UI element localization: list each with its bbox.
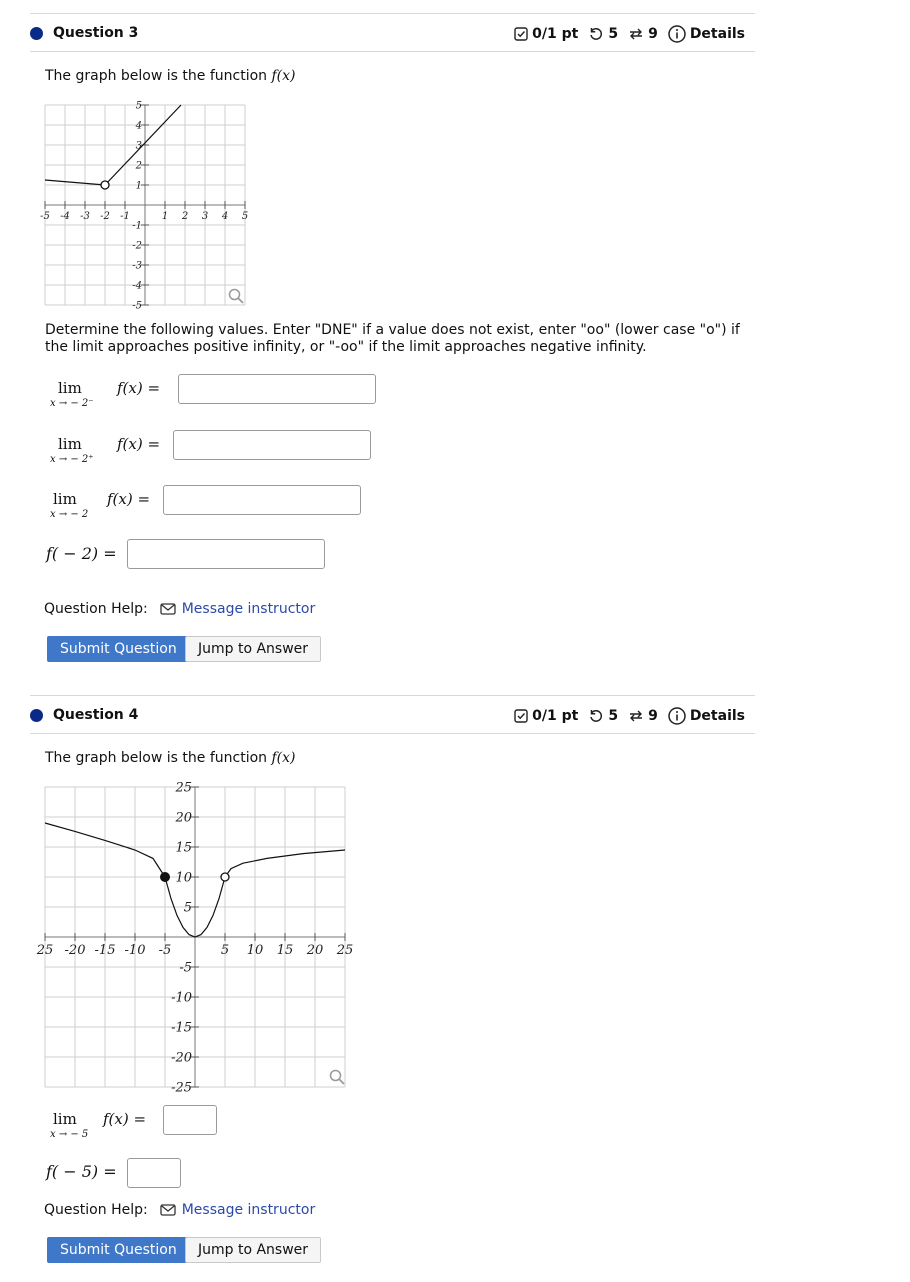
y-tick-label: -4 <box>132 280 142 292</box>
lim-function: f(x) = <box>103 1110 147 1128</box>
y-tick-label: 15 <box>175 840 192 856</box>
x-tick-label: 1 <box>161 211 169 222</box>
score-text: 0/1 pt <box>532 708 579 724</box>
y-tick-label: -10 <box>171 990 192 1006</box>
answer-input[interactable] <box>163 485 361 515</box>
score-check-icon <box>514 27 528 41</box>
divider <box>30 51 755 52</box>
x-tick-label: -5 <box>158 943 172 958</box>
y-tick-label: 5 <box>135 100 142 112</box>
question-meta <box>514 707 745 725</box>
lim-approach: x → − 2⁻ <box>50 398 94 409</box>
y-tick-label: 1 <box>135 180 142 192</box>
y-tick-label: -15 <box>171 1020 192 1036</box>
x-tick-label: 10 <box>246 943 264 958</box>
y-tick-label: -5 <box>179 960 192 976</box>
x-tick-label: 4 <box>221 211 229 222</box>
value-expression: f( − 5) = <box>46 1162 117 1181</box>
x-tick-label: -1 <box>120 211 130 222</box>
submit-question-button[interactable]: Submit Question <box>47 636 190 662</box>
divider <box>30 13 755 14</box>
y-tick-label: 4 <box>135 120 142 132</box>
lim-word: lim <box>58 379 82 397</box>
lim-function: f(x) = <box>117 435 161 453</box>
x-tick-label: -20 <box>64 943 86 958</box>
answer-input[interactable] <box>163 1105 217 1135</box>
open-point <box>101 181 109 189</box>
instructions-text: Determine the following values. Enter "DNE" if a value does not exist, enter "oo" (lower case "o") if the limit approaches positive infinity, or "-oo" if the limit approaches negative infinity. <box>45 322 740 355</box>
question-intro: The graph below is the function f(x) <box>45 68 296 84</box>
retries-count: 5 <box>608 26 619 42</box>
attempts-count: 9 <box>648 708 658 724</box>
lim-approach: x → − 2⁺ <box>50 454 94 465</box>
value-expression: f( − 2) = <box>46 544 117 563</box>
y-tick-label: 2 <box>135 160 142 172</box>
x-tick-label: 5 <box>220 943 230 958</box>
mail-icon <box>160 603 176 615</box>
open-point <box>221 873 229 881</box>
y-tick-label: 10 <box>175 870 192 886</box>
lim-function: f(x) = <box>117 379 161 397</box>
info-icon[interactable] <box>668 25 686 43</box>
x-tick-label: -15 <box>94 943 116 958</box>
y-tick-label: 20 <box>175 810 192 826</box>
submit-question-button[interactable]: Submit Question <box>47 1237 190 1263</box>
series-line <box>45 180 105 185</box>
attempts-icon <box>628 708 644 724</box>
x-tick-label: 25 <box>36 943 54 958</box>
question-title: Question 4 <box>30 707 138 723</box>
x-tick-label: -5 <box>40 211 50 222</box>
lim-approach: x → − 5 <box>50 1129 89 1140</box>
score-text: 0/1 pt <box>532 26 579 42</box>
message-instructor-link[interactable]: Message instructor <box>181 601 316 617</box>
x-tick-label: -2 <box>100 211 110 222</box>
x-tick-label: 25 <box>336 943 354 958</box>
divider <box>30 733 755 734</box>
y-tick-label: -5 <box>132 300 142 312</box>
x-tick-label: 3 <box>201 211 209 222</box>
status-dot-icon <box>30 709 43 722</box>
y-tick-label: -2 <box>132 240 142 252</box>
function-label: f(x) <box>271 750 296 766</box>
zoom-icon[interactable] <box>227 287 245 305</box>
x-tick-label: 15 <box>276 943 294 958</box>
question-title: Question 3 <box>30 25 138 41</box>
attempts-count: 9 <box>648 26 658 42</box>
status-dot-icon <box>30 27 43 40</box>
x-tick-label: 20 <box>306 943 324 958</box>
y-tick-label: -25 <box>171 1080 192 1096</box>
x-tick-label: 5 <box>241 211 249 222</box>
question-meta <box>514 25 745 43</box>
y-tick-label: -1 <box>132 220 142 232</box>
q3-graph <box>40 100 250 310</box>
jump-to-answer-button[interactable]: Jump to Answer <box>185 636 321 662</box>
details-link[interactable]: Details <box>689 26 745 42</box>
lim-word: lim <box>58 435 82 453</box>
y-tick-label: 5 <box>183 900 192 916</box>
retry-icon <box>588 26 604 42</box>
lim-approach: x → − 2 <box>50 509 89 520</box>
mail-icon <box>160 1204 176 1216</box>
y-tick-label: -3 <box>132 260 142 272</box>
retries-count: 5 <box>608 708 619 724</box>
retry-icon <box>588 708 604 724</box>
x-tick-label: -4 <box>60 211 70 222</box>
y-tick-label: 3 <box>135 140 142 152</box>
score-check-icon <box>514 709 528 723</box>
answer-input[interactable] <box>127 1158 181 1188</box>
answer-input[interactable] <box>173 430 371 460</box>
divider <box>30 695 755 696</box>
y-tick-label: 25 <box>175 780 192 796</box>
info-icon[interactable] <box>668 707 686 725</box>
lim-function: f(x) = <box>107 490 151 508</box>
answer-input[interactable] <box>127 539 325 569</box>
x-tick-label: -10 <box>124 943 146 958</box>
details-link[interactable]: Details <box>689 708 745 724</box>
y-tick-label: -20 <box>171 1050 192 1066</box>
answer-input[interactable] <box>178 374 376 404</box>
jump-to-answer-button[interactable]: Jump to Answer <box>185 1237 321 1263</box>
zoom-icon[interactable] <box>328 1068 346 1086</box>
q4-graph <box>36 780 354 1096</box>
question-help: Question Help: Message instructor <box>44 1202 316 1218</box>
message-instructor-link[interactable]: Message instructor <box>181 1202 316 1218</box>
attempts-icon <box>628 26 644 42</box>
question-help: Question Help: Message instructor <box>44 601 316 617</box>
x-tick-label: 2 <box>181 211 189 222</box>
closed-point <box>161 873 170 882</box>
question-intro: The graph below is the function f(x) <box>45 750 296 766</box>
function-label: f(x) <box>271 68 296 84</box>
x-tick-label: -3 <box>80 211 90 222</box>
lim-word: lim <box>53 1110 77 1128</box>
lim-word: lim <box>53 490 77 508</box>
